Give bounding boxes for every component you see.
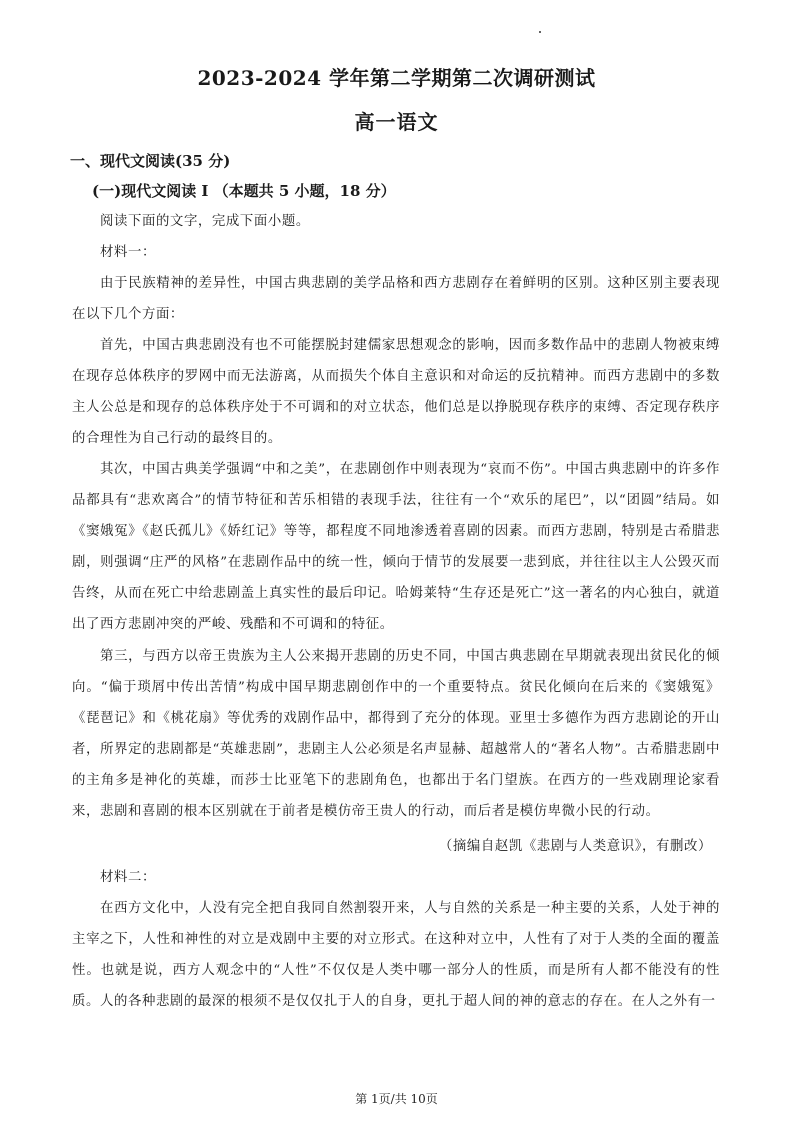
paragraph: 其次，中国古典美学强调“中和之美”，在悲剧创作中则表现为“哀而不伤”。中国古典悲剧中的许多作品都具有“悲欢离合”的情节特征和苦乐相错的表现手法，往往有一个“欢乐的尾巴”，以“团圆”结局。如《窦娥冤》《赵氏孤儿》《娇红记》等等，都程度不同地渗透着喜剧的因素。而西方悲剧，特别是古希腊悲剧，则强调“庄严的风格”在悲剧作品中的统一性，倾向于情节的发展要一悲到底，并往往以主人公毁灭而告终，从而在死亡中给悲剧盖上真实性的最后印记。哈姆莱特“生存还是死亡”这一著名的内心独白，就道出了西方悲剧冲突的严峻、残酷和不可调和的特征。 xyxy=(72,462,720,632)
paragraph: 第三，与西方以帝王贵族为主人公来揭开悲剧的历史不同，中国古典悲剧在早期就表现出贫民化的倾向。“偏于琐屑中传出苦情”构成中国早期悲剧创作中的一个重要特点。贫民化倾向在后来的《窦娥冤》《琵琶记》和《桃花扇》等优秀的戏剧作品中，都得到了充分的体现。亚里士多德作为西方悲剧论的开山者，所界定的悲剧都是“英雄悲剧”，悲剧主人公必须是名声显赫、超越常人的“著名人物”。古希腊悲剧中的主角多是神化的英雄，而莎士比亚笔下的悲剧角色，也都出于名门望族。在西方的一些戏剧理论家看来，悲剧和喜剧的根本区别就在于前者是模仿帝王贵人的行动，而后者是模仿卑微小民的行动。 xyxy=(72,649,720,819)
paragraph: 在西方文化中，人没有完全把自我同自然割裂开来，人与自然的关系是一种主要的关系，人处于神的主宰之下，人性和神性的对立是戏剧中主要的对立形式。在这种对立中，人性有了对于人类的全面的覆盖性。也就是说，西方人观念中的“人性”不仅仅是人类中哪一部分人的性质，而是所有人都不能没有的性质。人的各种悲剧的最深的根须不是仅仅扎于人的自身，更扎于超人间的神的意志的存在。在人之外有一 xyxy=(72,901,720,1009)
instruction-text: 阅读下面的文字，完成下面小题。 xyxy=(100,214,310,229)
section-heading: 一、现代文阅读(35 分) xyxy=(70,152,231,170)
material-one-label: 材料一： xyxy=(100,245,156,260)
material-two-label: 材料二： xyxy=(100,870,156,885)
paragraph: 由于民族精神的差异性，中国古典悲剧的美学品格和西方悲剧存在着鲜明的区别。这种区别主要表现在以下几个方面： xyxy=(72,276,720,322)
subsection-heading: (一)现代文阅读 I （本题共 5 小题，18 分） xyxy=(92,182,396,200)
source-citation: （摘编自赵凯《悲剧与人类意识》，有删改） xyxy=(438,839,712,854)
page-number: 第 1页/共 10页 xyxy=(355,1092,438,1106)
subject-title: 高一语文 xyxy=(354,110,439,134)
scan-speck xyxy=(539,31,541,33)
paragraph: 首先，中国古典悲剧没有也不可能摆脱封建儒家思想观念的影响，因而多数作品中的悲剧人物被束缚在现存总体秩序的罗网中而无法游离，从而损失个体自主意识和对命运的反抗精神。而西方悲剧中的多数主人公总是和现存的总体秩序处于不可调和的对立状态，他们总是以挣脱现存秩序的束缚、否定现存秩序的合理性为自己行动的最终目的。 xyxy=(72,338,720,446)
exam-title: 2023-2024 学年第二学期第二次调研测试 xyxy=(197,66,596,90)
